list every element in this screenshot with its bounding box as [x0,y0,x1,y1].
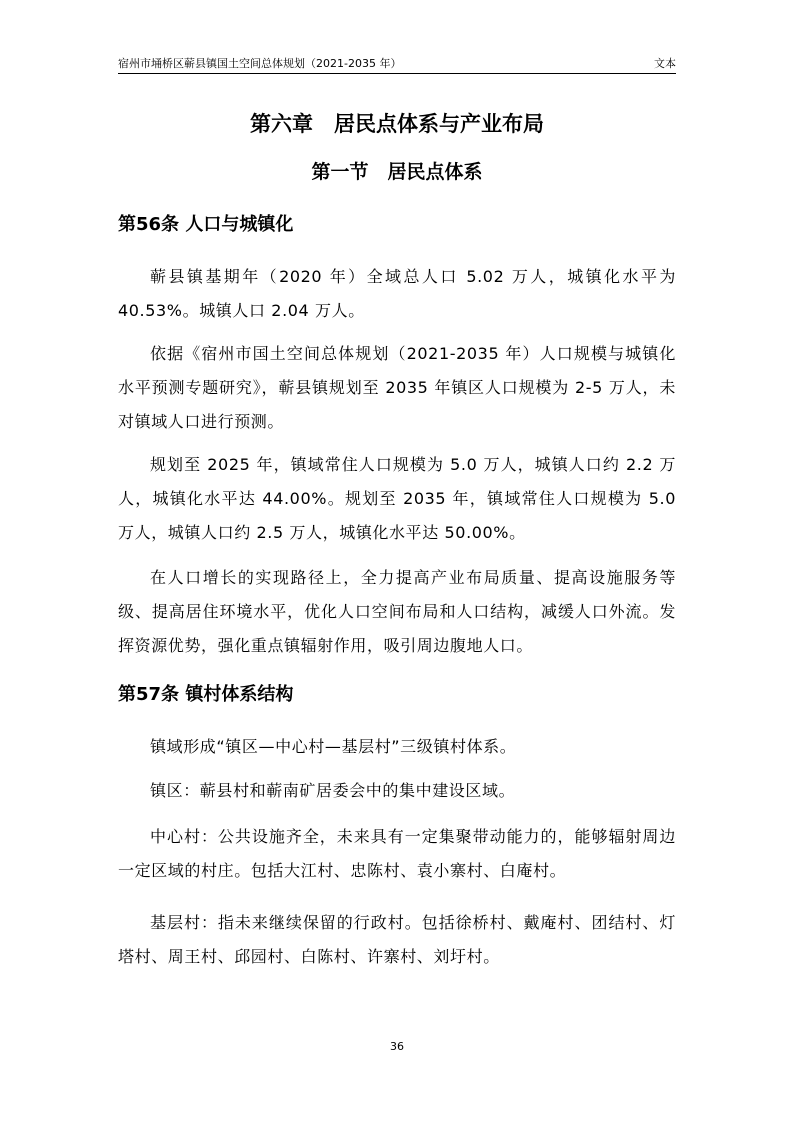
article-57-paragraph-1: 镇域形成“镇区—中心村—基层村”三级镇村体系。 [150,737,517,756]
article-56-title: 第56条 人口与城镇化 [118,214,294,235]
article-57-title: 第57条 镇村体系结构 [118,684,294,705]
article-56-paragraph-2: 依据《宿州市国土空间总体规划（2021-2035 年）人口规模与城镇化水平预测专题研究》，蕲县镇规划至 2035 年镇区人口规模为 2-5 万人，未对镇域人口进行预测。 [118,344,676,431]
page-header [118,56,676,72]
article-57-paragraph-2: 镇区：蕲县村和蕲南矿居委会中的集中建设区域。 [150,781,516,800]
header-divider [118,73,676,74]
chapter-title: 第六章 居民点体系与产业布局 [250,112,544,136]
article-56-paragraph-4: 在人口增长的实现路径上，全力提高产业布局质量、提高设施服务等级、提高居住环境水平，优化人口空间布局和人口结构，减缓人口外流。发挥资源优势，强化重点镇辐射作用，吸引周边腹地人口。 [118,568,676,655]
page-number: 36 [390,1040,404,1053]
article-56-paragraph-1: 蕲县镇基期年（2020 年）全域总人口 5.02 万人，城镇化水平为 40.53%。城镇人口 2.04 万人。 [118,267,676,320]
section-title: 第一节 居民点体系 [311,161,483,183]
article-57-paragraph-4: 基层村：指未来继续保留的行政村。包括徐桥村、戴庵村、团结村、灯塔村、周王村、邱园村、白陈村、许寨村、刘圩村。 [118,913,676,966]
article-57-paragraph-3: 中心村：公共设施齐全，未来具有一定集聚带动能力的，能够辐射周边一定区域的村庄。包括大江村、忠陈村、袁小寨村、白庵村。 [118,827,676,880]
header-document-type: 文本 [654,57,676,70]
article-56-paragraph-3: 规划至 2025 年，镇域常住人口规模为 5.0 万人，城镇人口约 2.2 万人，城镇化水平达 44.00%。规划至 2035 年，镇域常住人口规模为 5.0 万人，城镇人口约 2.5 万人，城镇化水平达 50.00%。 [118,455,676,542]
header-document-title: 宿州市埇桥区蕲县镇国土空间总体规划（2021-2035 年） [118,57,402,70]
